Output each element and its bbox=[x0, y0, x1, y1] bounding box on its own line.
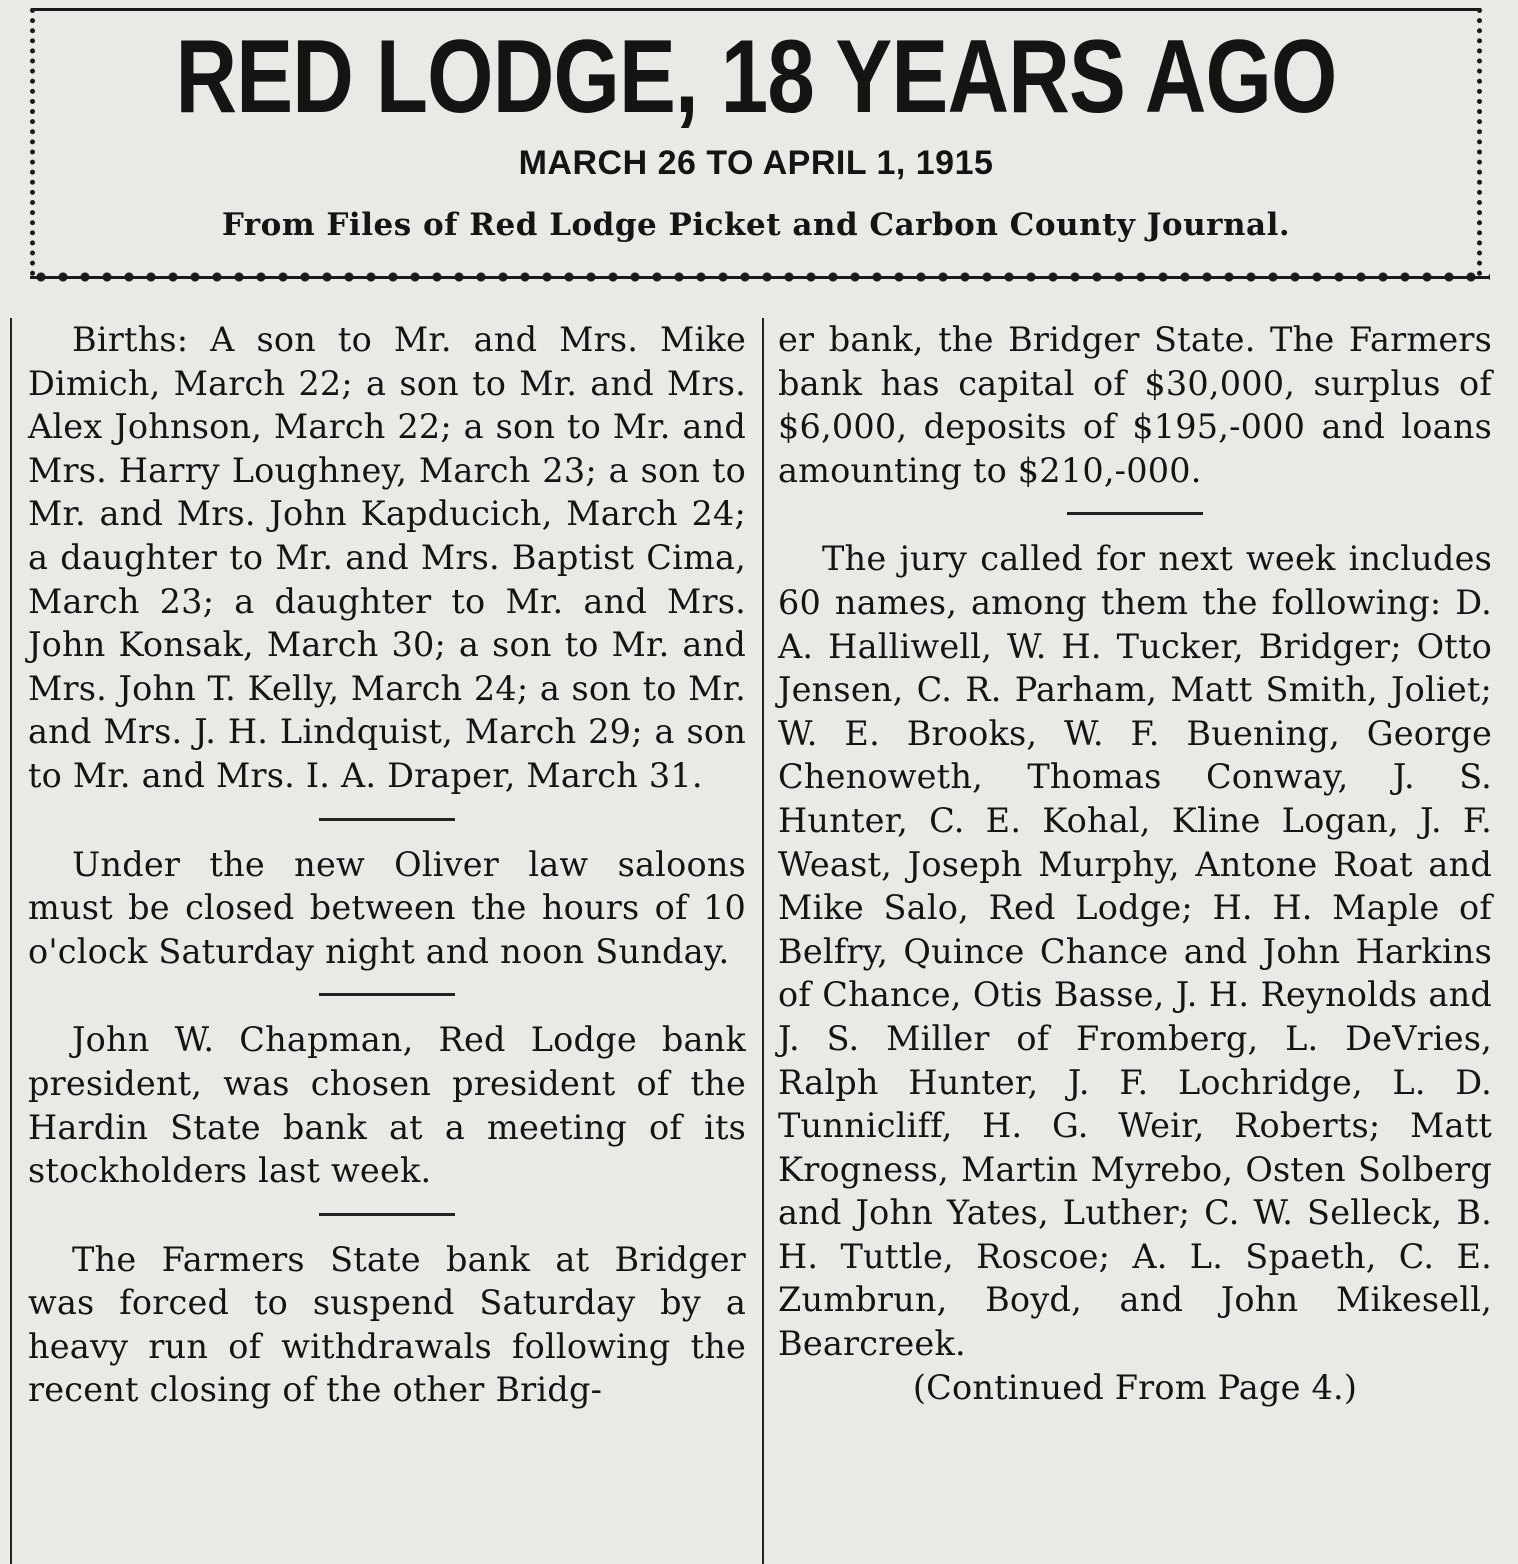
article-births: Births: A son to Mr. and Mrs. Mike Dimich, March 22; a son to Mr. and Mrs. Alex Johnson, March 22; a son to Mr. and Mrs. Harry Loughney, March 23; a son to Mr. and Mrs. John Kapducich, March 24; a daughter to Mr. and Mrs. Baptist Cima, March 23; a daughter to Mr. and Mrs. John Konsak, March 30; a son to Mr. and Mrs. John T. Kelly, March 24; a son to Mr. and Mrs. J. H. Lindquist, March 29; a son to Mr. and Mrs. I. A. Draper, March 31. bbox=[28, 320, 746, 795]
separator-rule bbox=[319, 993, 455, 996]
left-column bbox=[28, 318, 746, 1412]
source-line: From Files of Red Lodge Picket and Carbon County Journal. bbox=[221, 207, 1291, 243]
header-box bbox=[30, 8, 1482, 276]
article-chapman: John W. Chapman, Red Lodge bank president, was chosen president of the Hardin State bank at a meeting of its stockholders last week. bbox=[28, 1020, 746, 1191]
separator-rule bbox=[1067, 512, 1203, 515]
separator-rule bbox=[319, 1213, 455, 1216]
continued-note: (Continued From Page 4.) bbox=[912, 1367, 1358, 1407]
article-farmers-bank-continued: er bank, the Bridger State. The Farmers bank has capital of $30,000, surplus of $6,000, deposits of $195,-000 and loans amounting to $210,-000. bbox=[778, 320, 1492, 490]
article-jury: The jury called for next week includes 60 names, among them the following: D. A. Halliwell, W. H. Tucker, Bridger; Otto Jensen, C. R. Parham, Matt Smith, Joliet; W. E. Brooks, W. F. Buening, George Chenoweth, Thomas Conway, J. S. Hunter, C. E. Kohal, Kline Logan, J. F. Weast, Joseph Murphy, Antone Roat and Mike Salo, Red Lodge; H. H. Maple of Belfry, Quince Chance and John Harkins of Chance, Otis Basse, J. H. Reynolds and J. S. Miller of Fromberg, L. DeVries, Ralph Hunter, J. F. Lochridge, L. D. Tunnicliff, H. G. Weir, Roberts; Matt Krogness, Martin Myrebo, Osten Solberg and John Yates, Luther; C. W. Selleck, B. H. Tuttle, Roscoe; A. L. Spaeth, C. E. Zumbrun, Boyd, and John Mikesell, Bearcreek. bbox=[778, 539, 1492, 1364]
right-column bbox=[778, 318, 1492, 1409]
article-farmers-bank: The Farmers State bank at Bridger was forced to suspend Saturday by a heavy run of withdrawals following the recent closing of the other Bridg- bbox=[28, 1239, 746, 1410]
headline: RED LODGE, 18 YEARS AGO bbox=[175, 19, 1337, 135]
separator-rule bbox=[319, 818, 455, 821]
dateline: MARCH 26 TO APRIL 1, 1915 bbox=[518, 144, 994, 182]
decorative-bead-rule bbox=[30, 270, 1490, 284]
column-divider bbox=[762, 318, 764, 1564]
article-oliver-law: Under the new Oliver law saloons must be closed between the hours of 10 o'clock Saturday night and noon Sunday. bbox=[28, 844, 746, 971]
